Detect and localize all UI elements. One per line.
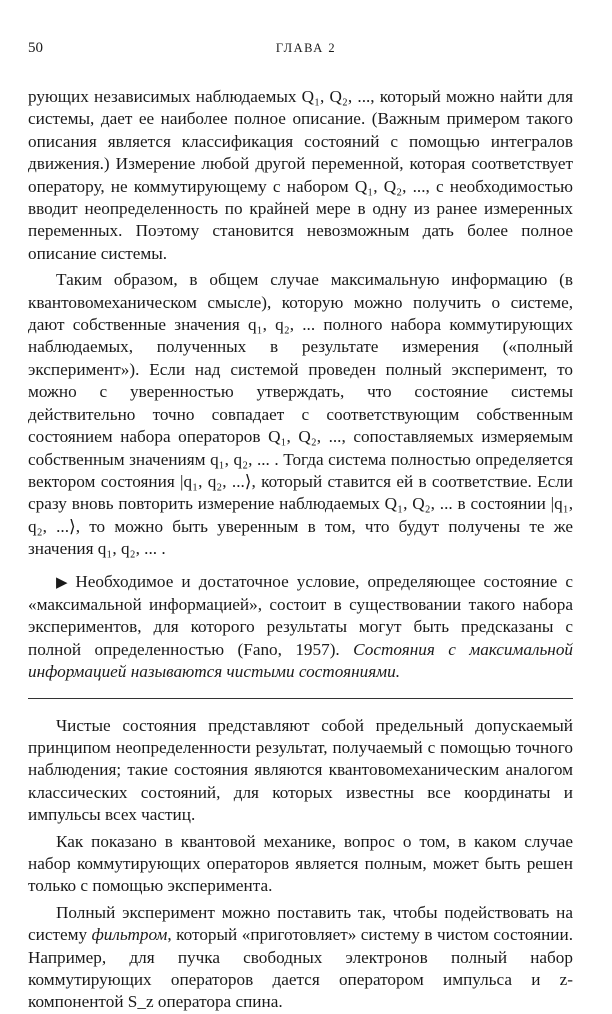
page-header	[28, 40, 584, 62]
statement-text: Необходимое и достаточное условие, определяющее состояние с «максимальной информацией», состоит в существовании такого набора экспериментов, для которого результаты могут быть предсказаны с полной определенностью (Fano, 1957).	[28, 571, 573, 659]
key-statement	[28, 571, 573, 684]
paragraph	[28, 902, 573, 1014]
paragraph: Чистые состояния представляют собой предельный допускаемый принципом неопределенности результат, получаемый с помощью точного наблюдения; такие состояния являются квантовомеханическим аналогом классических состояний, для которых известны все координаты и импульсы всех частиц.	[28, 715, 573, 825]
page-number: 50	[28, 40, 43, 56]
page-body	[28, 86, 573, 1014]
text-run: , который «приготовляет» систему в чистом состоянии. Например, для пучка свободных электронов полный набор коммутирующих операторов дается оператором импульса и z-компонентой S_z оператора спина.	[28, 925, 573, 1012]
running-head: ГЛАВА 2	[275, 41, 337, 55]
paragraph: Как показано в квантовой механике, вопрос о том, в каком случае набор коммутирующих операторов является полным, может быть решен только с помощью эксперимента.	[28, 831, 573, 896]
statement-marker-icon: ▶	[56, 574, 72, 591]
paragraph: Таким образом, в общем случае максимальную информацию (в квантовомеханическом смысле), которую можно получить о системе, дают собственные значения q₁, q₂, ... полного набора коммутирующих наблюдаемых, полученных в результате измерения («полный эксперимент»). Если над системой проведен полный эксперимент, то можно с уверенностью утверждать, что состояние системы действительно точно совпадает с соответствующим собственным состоянием набора операторов Q₁, Q₂, ..., сопоставляемых измеряемым собственным значениям q₁, q₂, ... . Тогда система полностью определяется вектором состояния |q₁, q₂, ...⟩, который ставится ей в соответствие. Если сразу вновь повторить измерение наблюдаемых Q₁, Q₂, ... в состоянии |q₁, q₂, ...⟩, то можно быть уверенным в том, что будут получены те же значения q₁, q₂, ... .	[28, 270, 573, 559]
emphasis-term: фильтром	[91, 925, 168, 945]
paragraph-continued: рующих независимых наблюдаемых Q₁, Q₂, ..., который можно найти для системы, дает ее наиболее полное описание. (Важным примером такого описания является классификация состояний с помощью интегралов движения.) Измерение любой другой переменной, которая соответствует оператору, не коммутирующему с набором Q₁, Q₂, ..., с необходимостью вводит неопределенность по крайней мере в одну из ранее измеренных переменных. Поэтому становится невозможным дать более полное описание системы.	[28, 87, 573, 263]
statement-rule	[28, 698, 573, 699]
text-run: Полный эксперимент можно поставить так, чтобы подействовать на систему	[28, 902, 573, 945]
statement-emphasis: Состояния с максимальной информацией называются чистыми состояниями.	[28, 639, 574, 682]
